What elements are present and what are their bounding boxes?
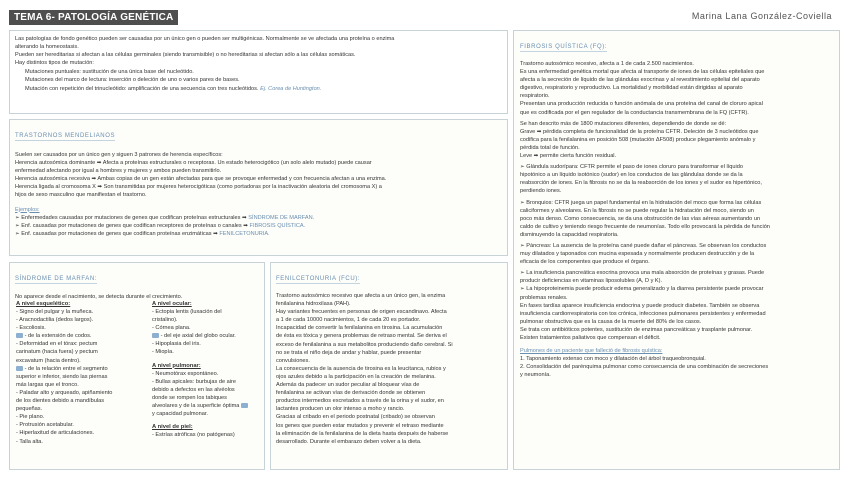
- pku-line: de ésta es tóxica y genera problemas de retraso mental. Se deriva el: [276, 333, 447, 340]
- cf-line: producir deficiencias en vitaminas liposolubles (A, D y K).: [520, 278, 663, 285]
- pku-line: a 1 de cada 10000 nacimientos, 1 de cada 20 es portador.: [276, 317, 421, 324]
- ocular-item: [152, 332, 262, 340]
- pku-line: La consecuencia de la ausencia de tirosina es la leucitanca, rubios y: [276, 365, 446, 372]
- skeletal-item: superior e inferior, siendo las piernas: [16, 373, 108, 380]
- intro-line: alterando la homeostasis.: [15, 44, 79, 51]
- lung-item: [152, 402, 262, 410]
- cf-line: poco más denso. Como consecuencia, se da una obstrucción de las vías aéreas aumentando un: [520, 215, 761, 222]
- cf-line: afecta a la secreción de líquido de las glándulas exocrinas y al revestimiento epitelial del aparato: [520, 77, 760, 84]
- skeletal-item: - Deformidad en el tórax: pectum: [16, 341, 98, 348]
- mutation-type: Mutaciones del marco de lectura: inserción o deleción de uno o varios pares de bases.: [25, 77, 240, 84]
- skeletal-item: - Signo del pulgar y la muñeca.: [16, 309, 94, 315]
- pku-line: desarrollado. Durante el embarazo deben volver a la dieta.: [276, 438, 422, 445]
- skeletal-heading: A nivel esquelético:: [16, 301, 71, 307]
- intro-line: Hay distintos tipos de mutación:: [15, 60, 94, 67]
- page-title: TEMA 6- PATOLOGÍA GENÉTICA: [9, 10, 178, 25]
- cf-box: [513, 30, 840, 470]
- cf-line: Trastorno autosómico recesivo, afecta a 1 de cada 2.500 nacimientos.: [520, 61, 694, 67]
- skeletal-item: más largas que el tronco.: [16, 381, 79, 388]
- example-item: [15, 214, 502, 222]
- cf-line: Es una enfermedad genética mortal que afecta al transporte de iones de las células epiteliales que: [520, 69, 765, 76]
- skin-item: - Estrías atróficas (no patógenas): [152, 432, 235, 439]
- decrease-arrow-icon: [241, 403, 248, 408]
- skeletal-item: [16, 365, 148, 373]
- cf-line: ➢ La hipoproteinemia puede producir edema generalizado y la diarrea persistente puede provocar: [520, 286, 764, 293]
- pku-line: lactantes producen un olor intenso a moho y rancio.: [276, 406, 405, 413]
- increase-arrow-icon: [152, 333, 159, 338]
- lung-item: - Bullas apicales: burbujas de aire: [152, 378, 236, 385]
- lung-damage-title: Pulmones de un paciente que falleció de fibrosis quística:: [520, 348, 663, 355]
- pku-box: [270, 262, 508, 470]
- cf-line: ➢ Glándula sudorípara: CFTR permite el paso de iones cloruro para transformar el líquido: [520, 164, 743, 171]
- pku-line: Trastorno autosómico recesivo que afecta a un único gen, la enzima: [276, 293, 446, 299]
- examples-label: Ejemplos:: [15, 206, 40, 213]
- mendelian-title: TRASTORNOS MENDELIANOS: [15, 133, 116, 139]
- decrease-arrow-icon: [16, 333, 23, 338]
- cf-line: ➢ Páncreas: La ausencia de la proteína cané puede dañar el páncreas. Se observan los conductos: [520, 242, 767, 249]
- marfan-skeletal-col: [16, 301, 148, 446]
- example-text: ➢ Enf. causadas por mutaciones de genes que codifican receptores de proteínas o canales ➡: [15, 222, 248, 229]
- mendelian-line: Herencia autosómica recesiva ➡ Ambas copias de un gen están afectadas para que se provoque enfermedad y con frecuencia afectan a una enzima.: [15, 176, 387, 183]
- mendelian-line: Herencia ligada al cromosoma X ➡ Son transmitidas por mujeres heterocigóticas (como portadoras por la inactivación aleatoria del cromosoma X) a: [15, 184, 382, 191]
- lung-item: debido a defectos en las alvéolos: [152, 386, 235, 393]
- marfan-lead: No aparece desde el nacimiento, se detecta durante el crecimiento.: [15, 294, 183, 300]
- mendelian-line: hijos de sexo masculino que manifiestan el trastorno.: [15, 192, 147, 199]
- pku-line: convulsiones.: [276, 357, 310, 364]
- mutation-type-text: Mutación con repetición del trinucleótido: amplificación de una secuencia con tres nucleótidos.: [25, 85, 259, 92]
- lung-damage-item: y neumonía.: [520, 372, 551, 379]
- cf-line: problemas renales.: [520, 294, 568, 301]
- mendelian-line: Herencia autosómica dominante ➡ Afecta a proteínas estructurales o receptoras. Un estado heterocigótico (un solo alelo mutado) puede causar: [15, 160, 372, 167]
- lung-item-text: alveolares y de la superficie óptima: [152, 402, 240, 409]
- pku-line: Hay variantes frecuentes en personas de origen escandinavo. Afecta: [276, 309, 447, 316]
- skeletal-item: de los dientes debido a mandíbulas: [16, 398, 105, 405]
- marfan-right-col: [152, 301, 262, 439]
- example-item: [15, 230, 502, 238]
- lung-damage-item: 1. Taponamiento extenso con moco y dilatación del árbol traqueobronquial.: [520, 356, 706, 363]
- skeletal-item: - Escoliosis.: [16, 325, 46, 332]
- cf-line: Se han descrito más de 1800 mutaciones diferentes, dependiendo de donde se dé:: [520, 120, 727, 127]
- cf-line: respiratorio.: [520, 93, 550, 100]
- ocular-item-text: - del eje axial del globo ocular.: [160, 333, 236, 340]
- cf-line: Existen tratamientos paliativos que compensan el déficit.: [520, 335, 661, 341]
- lung-item: y capacidad pulmonar.: [152, 411, 208, 418]
- decrease-arrow-icon: [16, 366, 23, 371]
- mendelian-line: Suelen ser causados por un único gen y siguen 3 patrones de herencia específicos:: [15, 152, 223, 158]
- ocular-item: - Miopía.: [152, 349, 174, 356]
- mendelian-line: enfermedad afectando por igual a hombres y mujeres y ambos pueden transmitirlo.: [15, 168, 222, 175]
- cf-line: Se trata con antibióticos potentes, sustitución de enzimas pancreáticas y trasplante pulmonar.: [520, 326, 753, 333]
- pku-line: productos intermedios excretados a través de la orina y el sudor, en: [276, 398, 444, 405]
- cf-line: digestivo, respiratorio y reproductivo. La mortalidad y morbilidad están dirigidas al aparato: [520, 85, 743, 92]
- intro-line: Pueden ser hereditarias si afectan a las células germinales (siendo transmisible) o no hereditarias si afectan sólo a las células somáticas.: [15, 52, 356, 59]
- marfan-title: SÍNDROME DE MARFAN:: [15, 276, 98, 282]
- example-tag: FENILCETONURIA.: [219, 230, 270, 237]
- skeletal-item: - Aracnodactilia (dedos largos).: [16, 317, 94, 324]
- intro-line: Las patologías de fondo genético pueden ser causadas por un único gen o pueden ser multigénicas. Normalmente se ve afectada una proteína o enzima: [15, 36, 395, 42]
- cf-line: Leve ➡ permite cierta función residual.: [520, 153, 617, 160]
- pku-line: Además da padecer un sudor peculiar al bloquear vías de: [276, 382, 420, 389]
- skeletal-item: - Paladar alto y arqueado, apiñamiento: [16, 389, 113, 396]
- skeletal-item: - Protrusión acetabular.: [16, 422, 74, 429]
- ocular-heading: A nivel ocular:: [152, 301, 192, 307]
- cf-line: caliciformes y alveolares. En la fibrosis no se puede regular la hidratación del moco, siendo un: [520, 207, 754, 214]
- cf-line: disminuyendo la capacidad respiratoria.: [520, 231, 619, 238]
- skeletal-item: pequeñas.: [16, 406, 43, 413]
- cf-line: pulmonar obstructiva que es la causa de la muerte del 80% de los casos.: [520, 318, 702, 325]
- mutation-example: Ej. Corea de Huntington.: [260, 85, 322, 92]
- mutation-type: Mutaciones puntuales: sustitución de una única base del nucleótido.: [25, 69, 194, 76]
- cf-line: Presentan una producción reducida o función anómala de una proteína del canal de cloruro apical: [520, 101, 763, 108]
- example-tag: SÍNDROME DE MARFAN.: [248, 214, 315, 221]
- marfan-box: [9, 262, 265, 470]
- cf-line: Grave ➡ pérdida completa de funcionalidad de la proteína CFTR. Deleción de 3 nucleótidos que: [520, 128, 759, 135]
- skeletal-item: - Hiperlaxitud de articulaciones.: [16, 430, 95, 437]
- pku-line: Gracias al cribado en el periodo postnatal (cribado) se observan: [276, 414, 435, 421]
- cf-line: codifica para la fenilalanina en posición 508 (mutación ΔF508) produce plegamiento anómalo y: [520, 136, 756, 143]
- example-text: ➢ Enfermedades causadas por mutaciones de genes que codifican proteínas estructurales ➡: [15, 214, 247, 221]
- skin-heading: A nivel de piel:: [152, 424, 193, 431]
- example-text: ➢ Enf. causadas por mutaciones de genes que codifican proteínas enzimáticas ➡: [15, 230, 218, 237]
- cf-line: que es codificada por el gen regulador de la conductancia transmembrana de la FQ (CFTR).: [520, 109, 749, 116]
- skeletal-item: - Talla alta.: [16, 438, 43, 445]
- pku-title: FENILCETONURIA (FCU):: [276, 276, 361, 282]
- intro-box: [9, 30, 508, 114]
- ocular-item: - Ectopia lentis (luxación del: [152, 309, 222, 315]
- skeletal-item: [16, 332, 148, 340]
- skeletal-item-text: - de la extensión de codos.: [24, 333, 92, 340]
- pku-line: la eliminación de la fenilalanina de la dieta hasta después de haberse: [276, 430, 449, 437]
- skeletal-item: carinatum (hacia fuera) y pectum: [16, 349, 98, 356]
- pku-line: Incapacidad de convertir la fenilalanina en tirosina. La acumulación: [276, 325, 443, 332]
- ocular-item: cristalino).: [152, 317, 178, 324]
- skeletal-item: - Pie plano.: [16, 414, 45, 421]
- cf-line: reabsorción de iones. En la fibrosis no se da la reabsorción de los iones y el sudor es hipertónico,: [520, 180, 762, 187]
- cf-line: pérdida total de función.: [520, 144, 580, 151]
- cf-line: ➢ La insuficiencia pancreática exocrina provoca una mala absorción de proteínas y grasas. Puede: [520, 270, 765, 277]
- skeletal-item: excavatum (hacia dentro).: [16, 357, 81, 364]
- example-item: [15, 222, 502, 230]
- pku-line: exceso de fenilalanina a sus metabolitos produciendo daño cerebral. Si: [276, 341, 453, 348]
- mendelian-box: [9, 119, 508, 256]
- cf-line: caldo de cultivo y teniendo riesgo frecuente de neumonías. Todo ello provocará la pérdida de función: [520, 223, 770, 230]
- author-name: Marina Lana González-Coviella: [691, 11, 832, 21]
- skeletal-item-text: - de la relación entre el segmento: [24, 365, 108, 372]
- example-tag: FIBROSIS QUÍSTICA.: [249, 222, 306, 229]
- cf-line: ➢ Bronquios: CFTR juega un papel fundamental en la hidratación del moco que forma las células: [520, 199, 762, 206]
- cf-line: En fases tardías aparece insuficiencia endocrina y puede producir diabetes. También se observa: [520, 302, 760, 309]
- pku-line: fenilalanina hidroxilasa (PAH).: [276, 301, 351, 308]
- cf-line: perdiendo iones.: [520, 188, 562, 195]
- cf-body: [520, 60, 833, 342]
- lung-heading: A nivel pulmonar:: [152, 362, 201, 369]
- cf-line: muy dilatados y taponados con mucina espesada y normalmente producen destrucción y de la: [520, 251, 755, 258]
- cf-line: eficacia de los componentes que produce el órgano.: [520, 259, 650, 266]
- cf-line: insuficiencia cardiorrespiratoria con tos crónica, infecciones pulmonares persistentes y enfermedad: [520, 310, 766, 317]
- lung-item: - Neumotórax espontáneo.: [152, 370, 219, 377]
- pku-line: no se trata el niño deja de andar y hablar, puede presentar: [276, 349, 422, 356]
- ocular-item: - Córnea plana.: [152, 325, 191, 332]
- ocular-item: - Hipoplasia del iris.: [152, 341, 201, 348]
- cf-line: hipotónico a un líquido isotónico (sudor) en los conductos de las glándulas donde se da la: [520, 172, 743, 179]
- mutation-type: [25, 85, 502, 93]
- pku-line: ojos azules debido a la participación en la creación de melanina.: [276, 373, 436, 380]
- lung-damage-item: 2. Consolidación del parénquima pulmonar como consecuencia de una combinación de secreciones: [520, 364, 769, 371]
- lung-item: donde se rompen los tabiques: [152, 394, 227, 401]
- pku-line: los genes que pueden estar mutados y prevenir el retraso mediante: [276, 422, 444, 429]
- cf-title: FIBROSIS QUÍSTICA (FQ):: [520, 44, 608, 50]
- pku-line: fenilalanina se activan vías de derivación donde se obtienen: [276, 390, 426, 397]
